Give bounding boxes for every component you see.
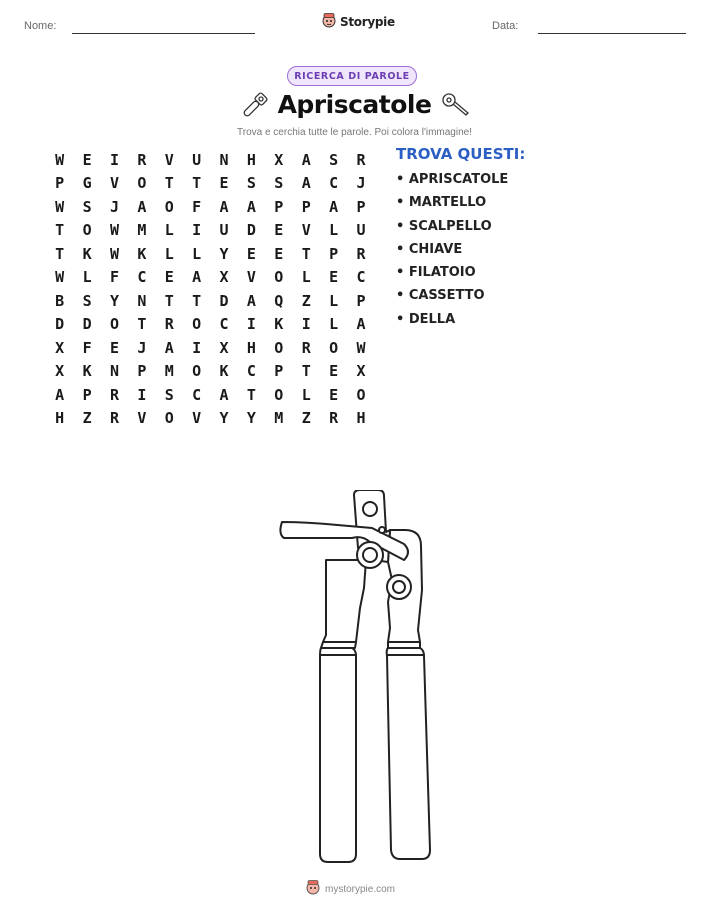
word-list-item: • APRISCATOLE xyxy=(396,172,509,187)
grid-cell[interactable]: U xyxy=(192,150,202,169)
grid-row xyxy=(46,289,376,313)
grid-row xyxy=(46,266,376,290)
grid-cell[interactable]: L xyxy=(192,244,202,263)
grid-cell[interactable]: P xyxy=(329,244,339,263)
grid-cell[interactable]: M xyxy=(164,362,174,381)
instructions: Trova e cerchia tutte le parole. Poi colora l'immagine! xyxy=(237,127,472,138)
date-line xyxy=(538,33,686,34)
word-list-item: • CASSETTO xyxy=(396,288,485,304)
grid-cell[interactable]: E xyxy=(109,338,119,357)
grid-cell[interactable]: L xyxy=(164,244,174,263)
grid-cell[interactable]: C xyxy=(219,315,229,334)
grid-cell[interactable]: J xyxy=(137,338,147,357)
grid-cell[interactable]: K xyxy=(82,362,92,381)
grid-row xyxy=(46,148,376,172)
grid-cell[interactable]: I xyxy=(192,221,202,240)
grid-cell[interactable]: V xyxy=(246,268,256,287)
grid-cell[interactable]: O xyxy=(164,197,174,216)
grid-row xyxy=(46,219,376,243)
grid-cell[interactable]: T xyxy=(164,291,174,310)
grid-cell[interactable]: Z xyxy=(301,291,311,310)
grid-cell[interactable]: T xyxy=(55,244,65,263)
grid-cell[interactable]: O xyxy=(164,409,174,428)
grid-cell[interactable]: O xyxy=(274,338,284,357)
grid-cell[interactable]: E xyxy=(329,362,339,381)
grid-cell[interactable]: L xyxy=(164,221,174,240)
grid-cell[interactable]: R xyxy=(137,150,147,169)
grid-cell[interactable]: O xyxy=(109,315,119,334)
grid-cell[interactable]: E xyxy=(329,385,339,404)
grid-cell[interactable]: R xyxy=(356,150,366,169)
grid-cell[interactable]: N xyxy=(109,362,119,381)
grid-row xyxy=(46,172,376,196)
grid-cell[interactable]: U xyxy=(219,221,229,240)
grid-cell[interactable]: B xyxy=(55,291,65,310)
word-list-item: • DELLA xyxy=(396,311,456,327)
grid-cell[interactable]: M xyxy=(274,409,284,428)
grid-cell[interactable]: E xyxy=(246,244,256,263)
grid-row xyxy=(46,242,376,266)
grid-cell[interactable]: R xyxy=(329,409,339,428)
grid-cell[interactable]: C xyxy=(192,385,202,404)
grid-cell[interactable]: I xyxy=(301,315,311,334)
grid-cell[interactable]: K xyxy=(219,362,229,381)
footer-url: mystorypie.com xyxy=(325,883,396,895)
grid-cell[interactable]: F xyxy=(109,268,119,287)
grid-row xyxy=(46,407,376,431)
grid-cell[interactable]: O xyxy=(192,362,202,381)
grid-cell[interactable]: N xyxy=(137,291,147,310)
grid-cell[interactable]: S xyxy=(274,174,284,193)
grid-cell[interactable]: E xyxy=(329,268,339,287)
brand-name: Storypie xyxy=(340,15,395,29)
grid-cell[interactable]: X xyxy=(219,338,229,357)
grid-cell[interactable]: X xyxy=(274,150,284,169)
grid-cell[interactable]: X xyxy=(356,362,366,381)
grid-cell[interactable]: K xyxy=(274,315,284,334)
grid-cell[interactable]: H xyxy=(246,150,256,169)
grid-cell[interactable]: P xyxy=(55,174,65,193)
grid-cell[interactable]: S xyxy=(82,197,92,216)
grid-cell[interactable]: A xyxy=(219,385,229,404)
grid-cell[interactable]: S xyxy=(246,174,256,193)
grid-cell[interactable]: J xyxy=(109,197,119,216)
grid-cell[interactable]: P xyxy=(356,291,366,310)
brand-logo xyxy=(322,12,395,32)
grid-cell[interactable]: V xyxy=(192,409,202,428)
grid-cell[interactable]: D xyxy=(219,291,229,310)
page-title: Apriscatole xyxy=(277,90,432,119)
grid-cell[interactable]: W xyxy=(109,244,119,263)
grid-cell[interactable]: W xyxy=(109,221,119,240)
grid-cell[interactable]: F xyxy=(82,338,92,357)
word-list-item: • CHIAVE xyxy=(396,241,463,257)
grid-cell[interactable]: E xyxy=(164,268,174,287)
grid-cell[interactable]: Z xyxy=(301,409,311,428)
grid-cell[interactable]: V xyxy=(137,409,147,428)
grid-cell[interactable]: E xyxy=(274,244,284,263)
grid-cell[interactable]: E xyxy=(219,174,229,193)
grid-cell[interactable]: Z xyxy=(82,409,92,428)
grid-cell[interactable]: C xyxy=(246,362,256,381)
grid-cell[interactable]: X xyxy=(55,338,65,357)
grid-cell[interactable]: C xyxy=(356,268,366,287)
date-label: Data: xyxy=(492,20,519,32)
grid-cell[interactable]: A xyxy=(246,291,256,310)
grid-cell[interactable]: A xyxy=(192,268,202,287)
grid-cell[interactable]: P xyxy=(82,385,92,404)
grid-cell[interactable]: L xyxy=(82,268,92,287)
grid-cell[interactable]: A xyxy=(55,385,65,404)
grid-cell[interactable]: H xyxy=(55,409,65,428)
grid-cell[interactable]: Y xyxy=(219,244,229,263)
name-label: Nome: xyxy=(24,20,57,32)
grid-cell[interactable]: N xyxy=(219,150,229,169)
grid-cell[interactable]: K xyxy=(137,244,147,263)
grid-cell[interactable]: D xyxy=(55,315,65,334)
grid-row xyxy=(46,195,376,219)
grid-cell[interactable]: P xyxy=(356,197,366,216)
grid-cell[interactable]: E xyxy=(274,221,284,240)
grid-cell[interactable]: O xyxy=(192,315,202,334)
grid-cell[interactable]: A xyxy=(301,150,311,169)
grid-cell[interactable]: W xyxy=(356,338,366,357)
grid-cell[interactable]: O xyxy=(82,221,92,240)
grid-cell[interactable]: T xyxy=(246,385,256,404)
grid-cell[interactable]: C xyxy=(137,268,147,287)
grid-cell[interactable]: S xyxy=(164,385,174,404)
grid-cell[interactable]: V xyxy=(301,221,311,240)
grid-row xyxy=(46,383,376,407)
grid-cell[interactable]: W xyxy=(55,197,65,216)
grid-cell[interactable]: L xyxy=(329,315,339,334)
grid-cell[interactable]: G xyxy=(82,174,92,193)
grid-cell[interactable]: T xyxy=(55,221,65,240)
grid-cell[interactable]: O xyxy=(356,385,366,404)
grid-cell[interactable]: I xyxy=(109,150,119,169)
word-list-heading: TROVA QUESTI: xyxy=(396,145,526,163)
grid-cell[interactable]: D xyxy=(82,315,92,334)
grid-cell[interactable]: T xyxy=(137,315,147,334)
can-opener-coloring-icon xyxy=(270,490,440,868)
grid-cell[interactable]: R xyxy=(109,409,119,428)
grid-cell[interactable]: P xyxy=(274,197,284,216)
word-list-item: • MARTELLO xyxy=(396,195,487,211)
grid-cell[interactable]: I xyxy=(137,385,147,404)
grid-cell[interactable]: A xyxy=(246,197,256,216)
grid-cell[interactable]: T xyxy=(301,362,311,381)
grid-row xyxy=(46,313,376,337)
grid-cell[interactable]: A xyxy=(164,338,174,357)
grid-cell[interactable]: D xyxy=(246,221,256,240)
can-opener-icon xyxy=(438,90,472,124)
storypie-mascot-icon xyxy=(306,879,320,899)
grid-cell[interactable]: L xyxy=(301,268,311,287)
grid-cell[interactable]: A xyxy=(329,197,339,216)
grid-cell[interactable]: Y xyxy=(246,409,256,428)
word-list-item: • SCALPELLO xyxy=(396,218,492,234)
grid-cell[interactable]: S xyxy=(329,150,339,169)
grid-cell[interactable]: R xyxy=(109,385,119,404)
grid-cell[interactable]: T xyxy=(192,174,202,193)
activity-badge: RICERCA DI PAROLE xyxy=(287,66,417,86)
footer xyxy=(306,879,395,899)
grid-cell[interactable]: V xyxy=(109,174,119,193)
word-search-grid xyxy=(46,148,376,430)
grid-cell[interactable]: E xyxy=(82,150,92,169)
grid-cell[interactable]: Y xyxy=(109,291,119,310)
grid-cell[interactable]: I xyxy=(192,338,202,357)
grid-cell[interactable]: Y xyxy=(219,409,229,428)
grid-cell[interactable]: O xyxy=(329,338,339,357)
grid-cell[interactable]: K xyxy=(82,244,92,263)
grid-cell[interactable]: W xyxy=(55,268,65,287)
grid-cell[interactable]: R xyxy=(356,244,366,263)
grid-cell[interactable]: M xyxy=(137,221,147,240)
grid-cell[interactable]: P xyxy=(274,362,284,381)
grid-cell[interactable]: A xyxy=(356,315,366,334)
grid-cell[interactable]: H xyxy=(356,409,366,428)
word-list-item: • FILATOIO xyxy=(396,265,476,281)
grid-cell[interactable]: A xyxy=(137,197,147,216)
grid-cell[interactable]: T xyxy=(192,291,202,310)
grid-cell[interactable]: O xyxy=(137,174,147,193)
grid-cell[interactable]: O xyxy=(274,385,284,404)
grid-cell[interactable]: L xyxy=(329,221,339,240)
grid-cell[interactable]: C xyxy=(329,174,339,193)
grid-cell[interactable]: F xyxy=(192,197,202,216)
word-list xyxy=(396,170,508,333)
grid-cell[interactable]: P xyxy=(137,362,147,381)
grid-cell[interactable]: R xyxy=(164,315,174,334)
grid-cell[interactable]: X xyxy=(219,268,229,287)
grid-cell[interactable]: L xyxy=(329,291,339,310)
grid-cell[interactable]: X xyxy=(55,362,65,381)
grid-cell[interactable]: H xyxy=(246,338,256,357)
grid-cell[interactable]: W xyxy=(55,150,65,169)
grid-cell[interactable]: S xyxy=(82,291,92,310)
grid-cell[interactable]: I xyxy=(246,315,256,334)
grid-cell[interactable]: L xyxy=(301,385,311,404)
grid-cell[interactable]: J xyxy=(356,174,366,193)
grid-cell[interactable]: U xyxy=(356,221,366,240)
grid-cell[interactable]: O xyxy=(274,268,284,287)
grid-row xyxy=(46,360,376,384)
grid-cell[interactable]: T xyxy=(164,174,174,193)
grid-cell[interactable]: A xyxy=(301,174,311,193)
name-line xyxy=(72,33,255,34)
grid-cell[interactable]: Q xyxy=(274,291,284,310)
grid-cell[interactable]: P xyxy=(301,197,311,216)
grid-row xyxy=(46,336,376,360)
grid-cell[interactable]: V xyxy=(164,150,174,169)
grid-cell[interactable]: R xyxy=(301,338,311,357)
grid-cell[interactable]: T xyxy=(301,244,311,263)
storypie-mascot-icon xyxy=(322,12,336,32)
grid-cell[interactable]: A xyxy=(219,197,229,216)
